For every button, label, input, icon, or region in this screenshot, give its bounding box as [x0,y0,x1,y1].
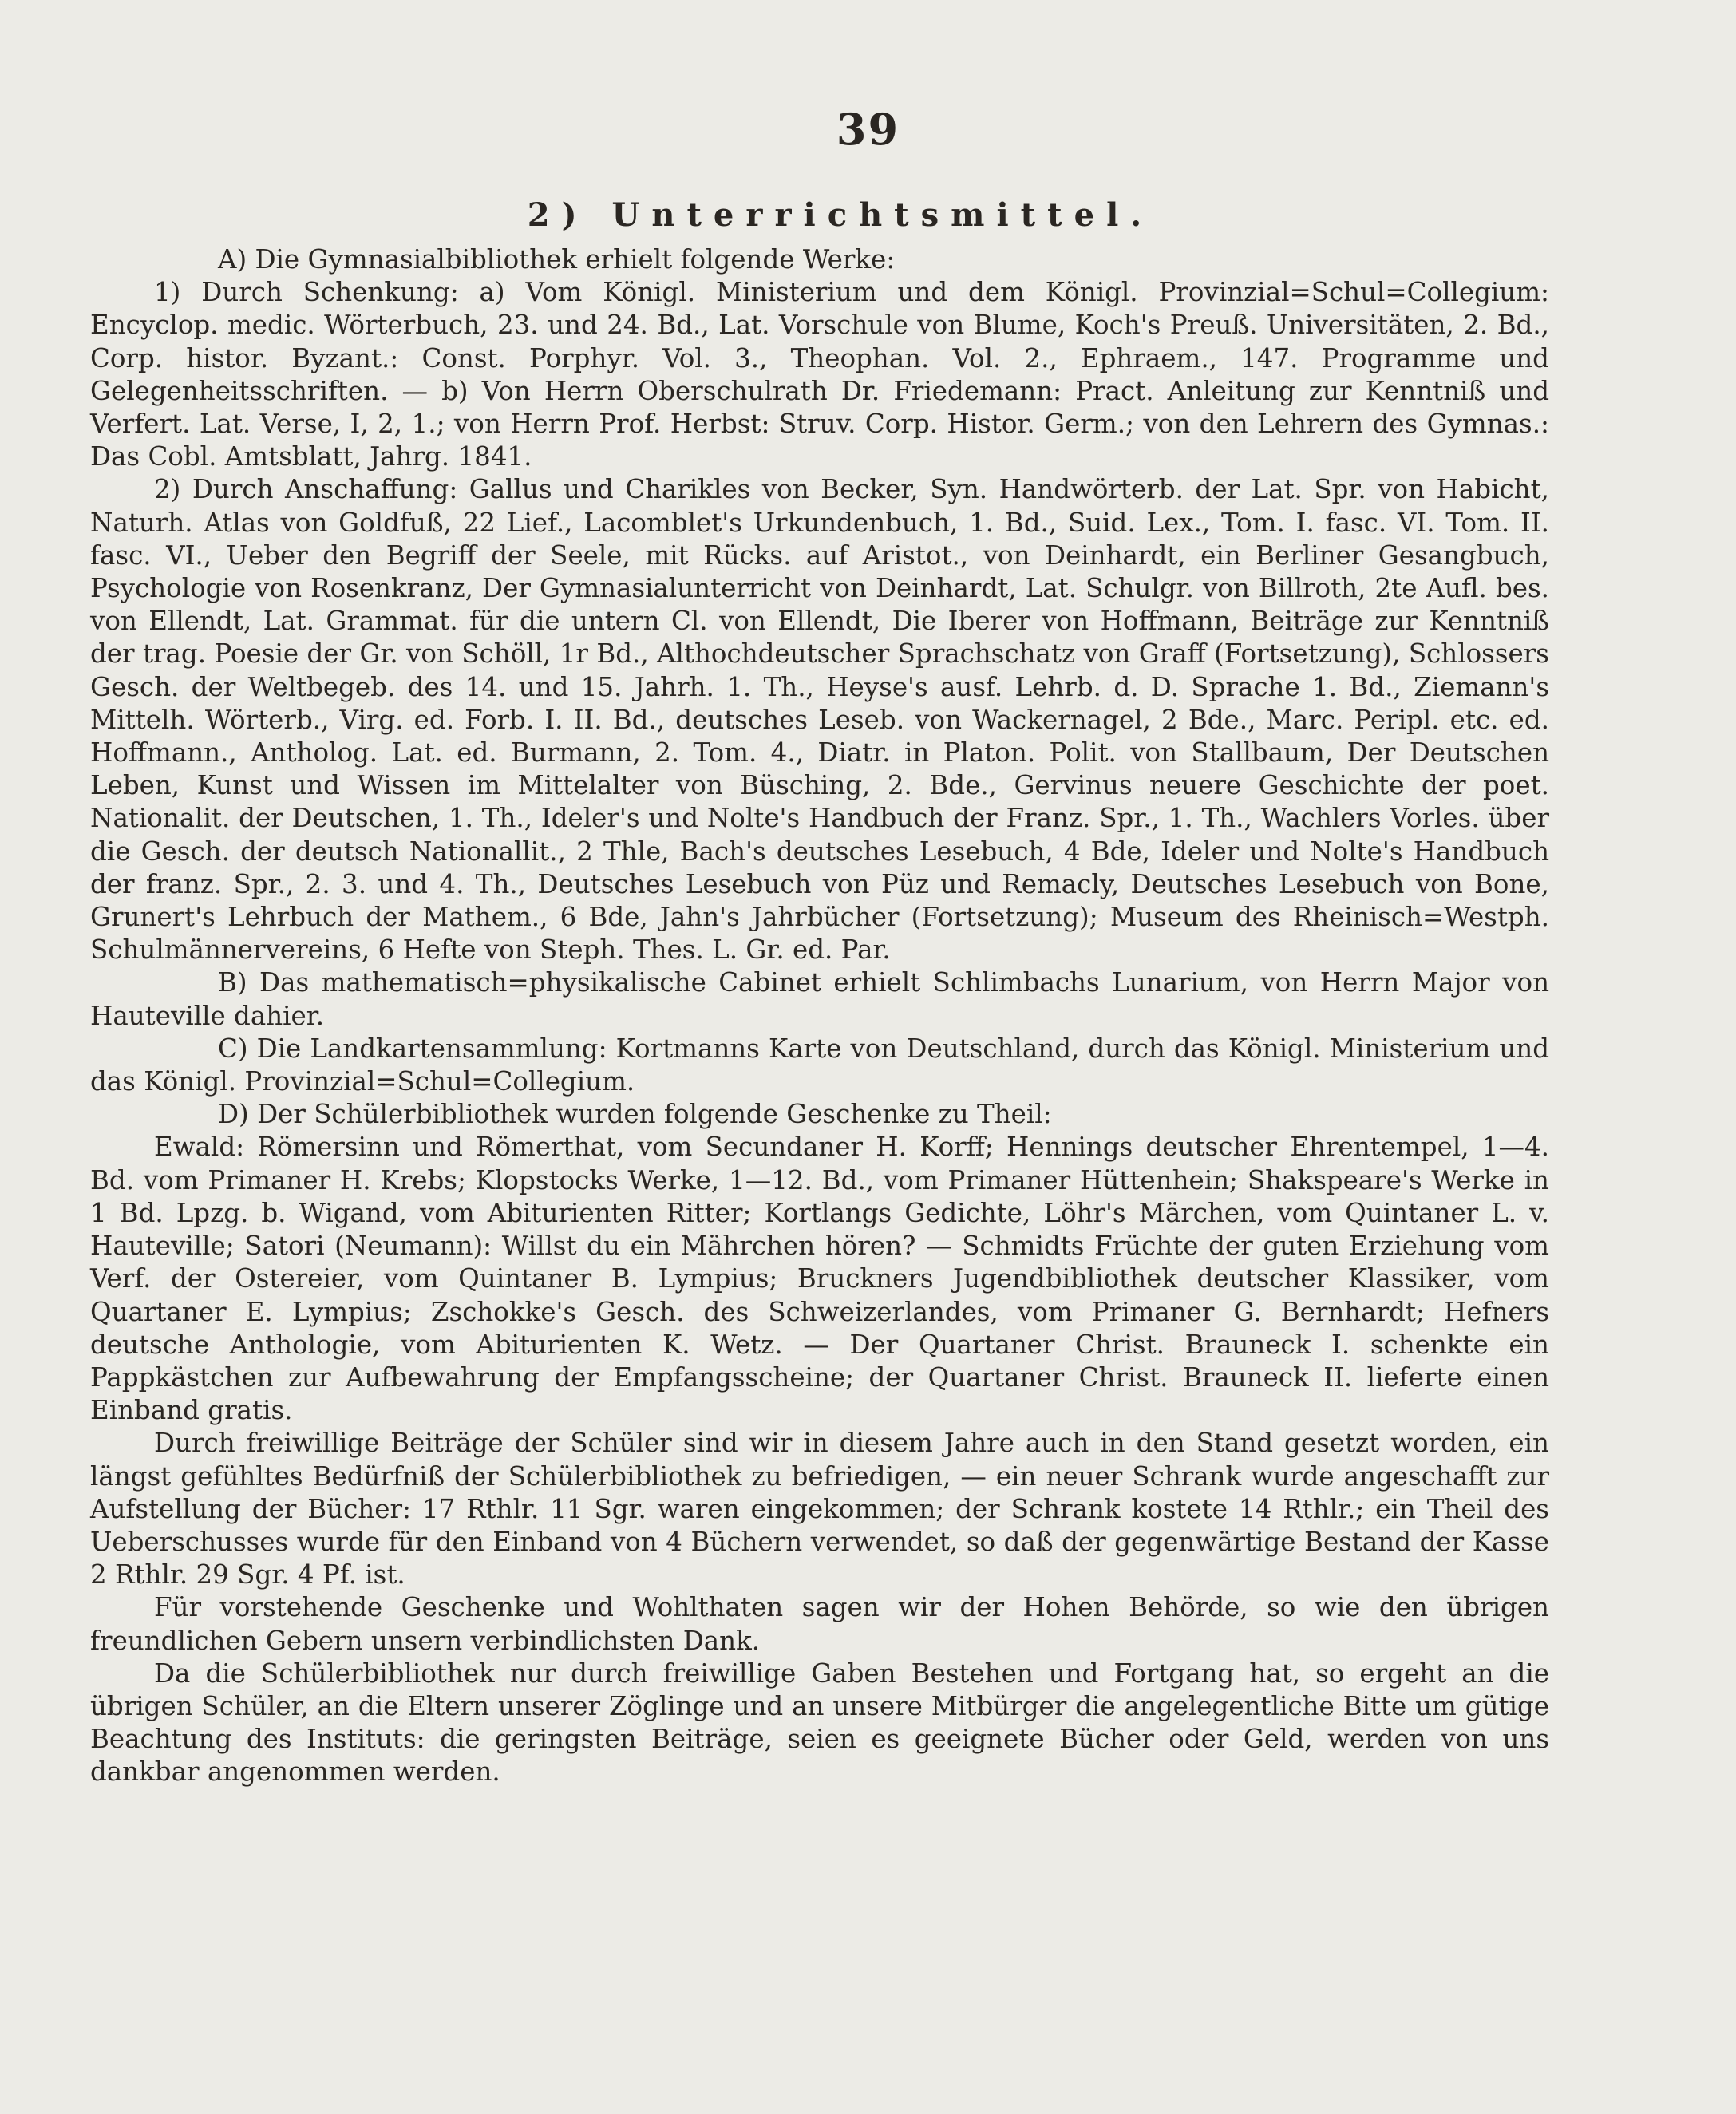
paragraph-geschenke-list: Ewald: Römersinn und Römerthat, vom Secundaner H. Korff; Hennings deutscher Ehrentempel, 1—4. Bd. vom Primaner H. Krebs; Klopstocks Werke, 1—12. Bd., vom Primaner Hüttenhein; Shakspeare's Werke in 1 Bd. Lpzg. b. Wigand, vom Abiturienten Ritter; Kortlangs Gedichte, Löhr's Märchen, vom Quintaner L. v. Hauteville; Satori (Neumann): Willst du ein Mährchen hören? — Schmidts Früchte der guten Erziehung vom Verf. der Ostereier, vom Quintaner B. Lympius; Bruckners Jugendbibliothek deutscher Klassiker, vom Quartaner E. Lympius; Zschokke's Gesch. des Schweizerlandes, vom Primaner G. Bernhardt; Hefners deutsche Anthologie, vom Abiturienten K. Wetz. — Der Quartaner Christ. Brauneck I. schenkte ein Pappkästchen zur Aufbewahrung der Empfangsscheine; der Quartaner Christ. Brauneck II. lieferte einen Einband gratis. [90,1132,1549,1426]
paragraph-c-landkarten: C) Die Landkartensammlung: Kortmanns Karte von Deutschland, durch das Königl. Ministerium und das Königl. Provinzial=Schul=Collegium. [90,1033,1549,1097]
paragraph-b-cabinet: B) Das mathematisch=physikalische Cabinet erhielt Schlimbachs Lunarium, von Herrn Major von Hauteville dahier. [90,967,1549,1031]
paragraph-beitraege: Durch freiwillige Beiträge der Schüler sind wir in diesem Jahre auch in den Stand gesetzt worden, ein längst gefühltes Bedürfniß der Schülerbibliothek zu befriedigen, — ein neuer Schrank wurde angeschafft zur Aufstellung der Bücher: 17 Rthlr. 11 Sgr. waren eingekommen; der Schrank kostete 14 Rthlr.; ein Theil des Ueberschusses wurde für den Einband von 4 Büchern verwendet, so daß der gegenwärtige Bestand der Kasse 2 Rthlr. 29 Sgr. 4 Pf. ist. [90,1428,1549,1590]
paragraph-a-heading: A) Die Gymnasialbibliothek erhielt folgende Werke: [218,244,896,275]
paragraph-dank: Für vorstehende Geschenke und Wohlthaten sagen wir der Hohen Behörde, so wie den übrigen freundlichen Gebern unsern verbindlichsten Dank. [90,1592,1549,1656]
paragraph-bitte: Da die Schülerbibliothek nur durch freiwillige Gaben Bestehen und Fortgang hat, so ergeht an die übrigen Schüler, an die Eltern unserer Zöglinge und an unsere Mitbürger die angelegentliche Bitte um gütige Beachtung des Instituts: die geringsten Beiträge, seien es geeignete Bücher oder Geld, werden von uns dankbar angenommen werden. [90,1658,1549,1788]
page-body [90,196,1549,1789]
paragraph-schenkung: 1) Durch Schenkung: a) Vom Königl. Ministerium und dem Königl. Provinzial=Schul=Collegium: Encyclop. medic. Wörterbuch, 23. und 24. Bd., Lat. Vorschule von Blume, Koch's Preuß. Universitäten, 2. Bd., Corp. histor. Byzant.: Const. Porphyr. Vol. 3., Theophan. Vol. 2., Ephraem., 147. Programme und Gelegenheitsschriften. — b) Von Herrn Oberschulrath Dr. Friedemann: Pract. Anleitung zur Kenntniß und Verfert. Lat. Verse, I, 2, 1.; von Herrn Prof. Herbst: Struv. Corp. Histor. Germ.; von den Lehrern des Gymnas.: Das Cobl. Amtsblatt, Jahrg. 1841. [90,277,1549,472]
section-heading: 2) Unterrichtsmittel. [527,196,1154,234]
paragraph-anschaffung: 2) Durch Anschaffung: Gallus und Charikles von Becker, Syn. Handwörterb. der Lat. Spr. von Habicht, Naturh. Atlas von Goldfuß, 22 Lief., Lacomblet's Urkundenbuch, 1. Bd., Suid. Lex., Tom. I. fasc. VI. Tom. II. fasc. VI., Ueber den Begriff der Seele, mit Rücks. auf Aristot., von Deinhardt, ein Berliner Gesangbuch, Psychologie von Rosenkranz, Der Gymnasialunterricht von Deinhardt, Lat. Schulgr. von Billroth, 2te Aufl. bes. von Ellendt, Lat. Grammat. für die untern Cl. von Ellendt, Die Iberer von Hoffmann, Beiträge zur Kenntniß der trag. Poesie der Gr. von Schöll, 1r Bd., Althochdeutscher Sprachschatz von Graff (Fortsetzung), Schlossers Gesch. der Weltbegeb. des 14. und 15. Jahrh. 1. Th., Heyse's ausf. Lehrb. d. D. Sprache 1. Bd., Ziemann's Mittelh. Wörterb., Virg. ed. Forb. I. II. Bd., deutsches Leseb. von Wackernagel, 2 Bde., Marc. Peripl. etc. ed. Hoffmann., Antholog. Lat. ed. Burmann, 2. Tom. 4., Diatr. in Platon. Polit. von Stallbaum, Der Deutschen Leben, Kunst und Wissen im Mittelalter von Büsching, 2. Bde., Gervinus neuere Geschichte der poet. Nationalit. der Deutschen, 1. Th., Ideler's und Nolte's Handbuch der Franz. Spr., 1. Th., Wachlers Vorles. über die Gesch. der deutsch Nationallit., 2 Thle, Bach's deutsches Lesebuch, 4 Bde, Ideler und Nolte's Handbuch der franz. Spr., 2. 3. und 4. Th., Deutsches Lesebuch von Püz und Remacly, Deutsches Lesebuch von Bone, Grunert's Lehrbuch der Mathem., 6 Bde, Jahn's Jahrbücher (Fortsetzung); Museum des Rheinisch=Westph. Schulmännervereins, 6 Hefte von Steph. Thes. L. Gr. ed. Par. [90,474,1549,966]
paragraph-d-heading: D) Der Schülerbibliothek wurden folgende Geschenke zu Theil: [218,1099,1052,1130]
page-number: 39 [836,104,900,155]
